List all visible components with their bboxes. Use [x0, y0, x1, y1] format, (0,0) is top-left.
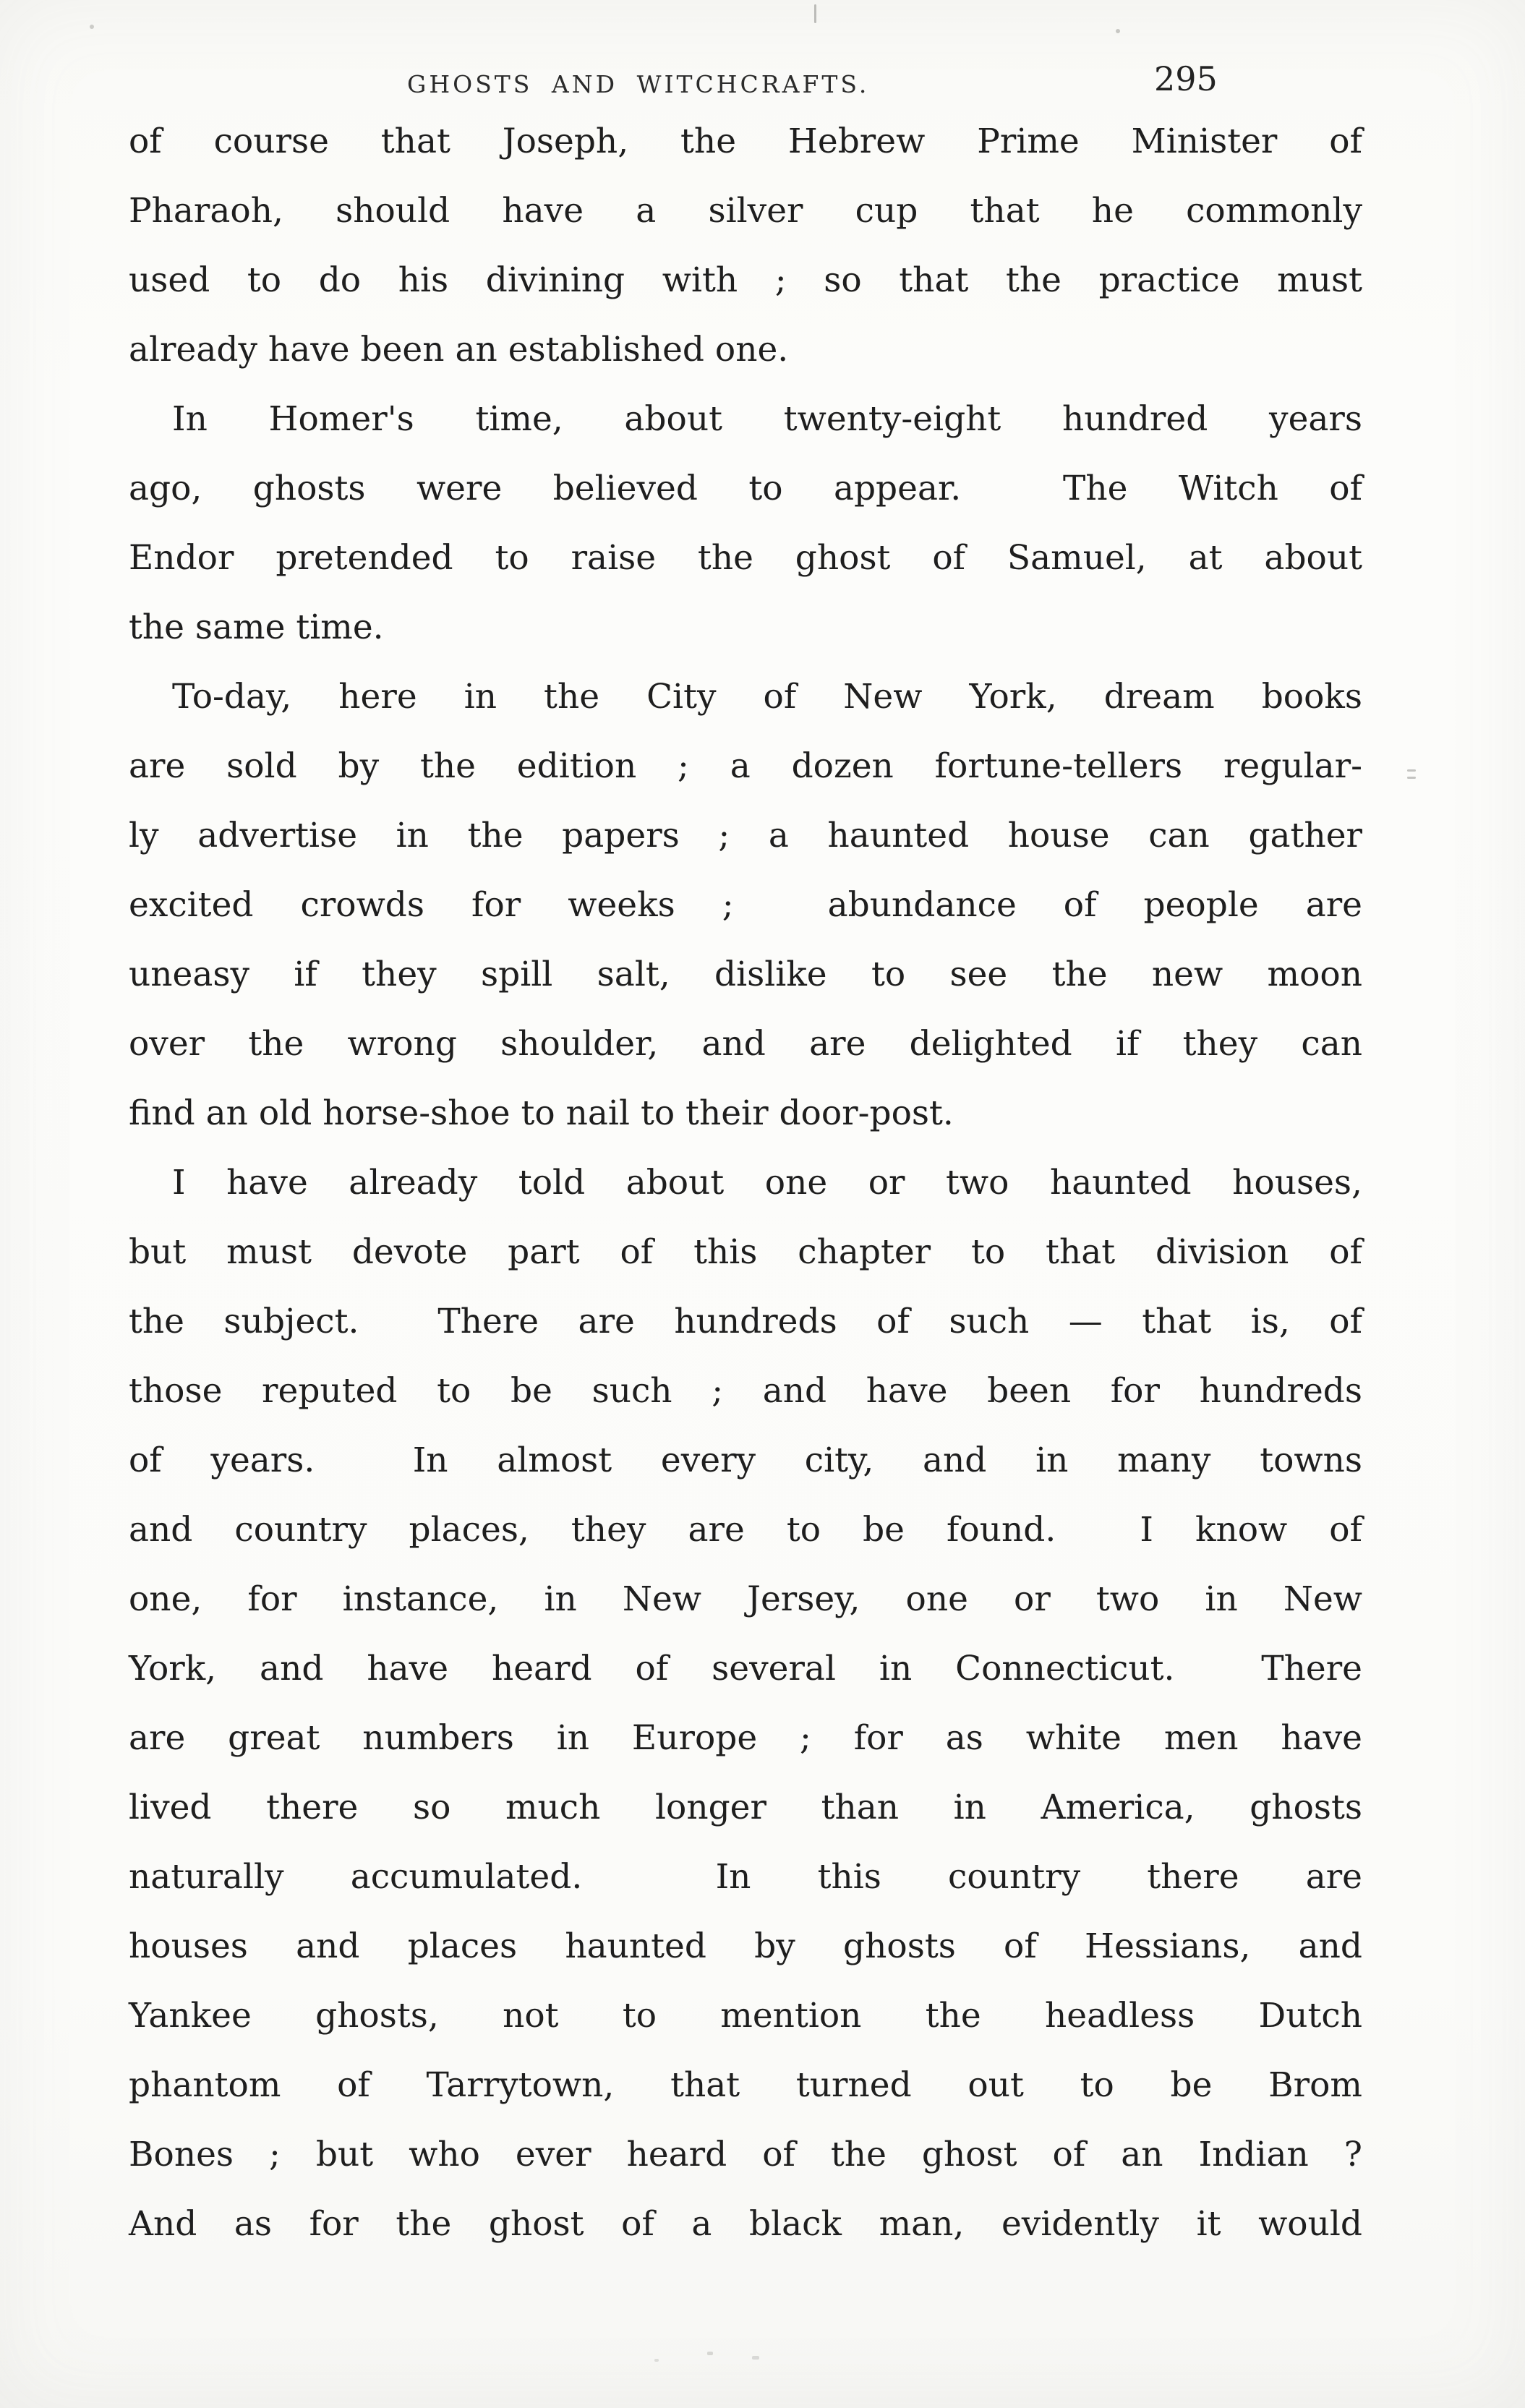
text-line: find an old horse-shoe to nail to their door-post.: [129, 1093, 954, 1133]
paragraph: [129, 662, 1362, 1148]
page-number: 295: [1154, 59, 1218, 98]
text-line: those reputed to be such ; and have been for hundreds: [129, 1371, 1362, 1411]
text-line: naturally accumulated. In this country there are: [129, 1857, 1362, 1897]
scan-speck: [1116, 29, 1120, 33]
scan-speck: [90, 25, 94, 29]
text-line: are sold by the edition ; a dozen fortune-tellers regular-: [129, 746, 1362, 786]
paragraph: [129, 107, 1362, 385]
text-line: phantom of Tarrytown, that turned out to be Brom: [129, 2065, 1362, 2105]
scan-speck: [752, 2356, 759, 2360]
text-line: of years. In almost every city, and in many towns: [129, 1440, 1362, 1480]
text-line: excited crowds for weeks ; abundance of people are: [129, 885, 1362, 925]
scan-speck: [1407, 777, 1416, 779]
scan-speck: [814, 4, 816, 23]
text-line: ago, ghosts were believed to appear. The Witch of: [129, 469, 1362, 508]
paragraph: [129, 385, 1362, 662]
text-line: ly advertise in the papers ; a haunted house can gather: [129, 816, 1362, 855]
text-line: and country places, they are to be found. I know of: [129, 1510, 1362, 1550]
text-line: Yankee ghosts, not to mention the headless Dutch: [129, 1996, 1362, 2036]
text-line: over the wrong shoulder, and are delighted if they can: [129, 1024, 1362, 1064]
text-line: Bones ; but who ever heard of the ghost of an Indian ?: [129, 2135, 1362, 2174]
text-line: lived there so much longer than in America, ghosts: [129, 1788, 1362, 1827]
running-header-title: GHOSTS AND WITCHCRAFTS.: [407, 70, 870, 98]
scan-speck: [654, 2359, 659, 2362]
text-line: To-day, here in the City of New York, dream books: [172, 677, 1362, 717]
body-text: [129, 107, 1362, 2259]
scan-speck: [1407, 769, 1416, 772]
text-line: And as for the ghost of a black man, evidently it would: [129, 2204, 1362, 2244]
text-line: of course that Joseph, the Hebrew Prime Minister of: [129, 121, 1362, 161]
text-line: uneasy if they spill salt, dislike to see the new moon: [129, 955, 1362, 994]
text-line: used to do his divining with ; so that the practice must: [129, 260, 1362, 300]
paragraph: [129, 1148, 1362, 2259]
text-line: are great numbers in Europe ; for as white men have: [129, 1718, 1362, 1758]
text-line: Endor pretended to raise the ghost of Samuel, at about: [129, 538, 1362, 578]
text-line: the same time.: [129, 607, 384, 647]
text-line: I have already told about one or two haunted houses,: [172, 1163, 1362, 1203]
text-line: In Homer's time, about twenty-eight hundred years: [172, 399, 1362, 439]
scan-speck: [707, 2352, 713, 2355]
text-line: houses and places haunted by ghosts of Hessians, and: [129, 1926, 1362, 1966]
text-line: one, for instance, in New Jersey, one or two in New: [129, 1579, 1362, 1619]
text-line: already have been an established one.: [129, 330, 789, 370]
text-line: York, and have heard of several in Connecticut. There: [129, 1649, 1362, 1688]
text-line: the subject. There are hundreds of such — that is, of: [129, 1302, 1362, 1341]
text-line: Pharaoh, should have a silver cup that he commonly: [129, 191, 1362, 231]
text-line: but must devote part of this chapter to that division of: [129, 1232, 1362, 1272]
